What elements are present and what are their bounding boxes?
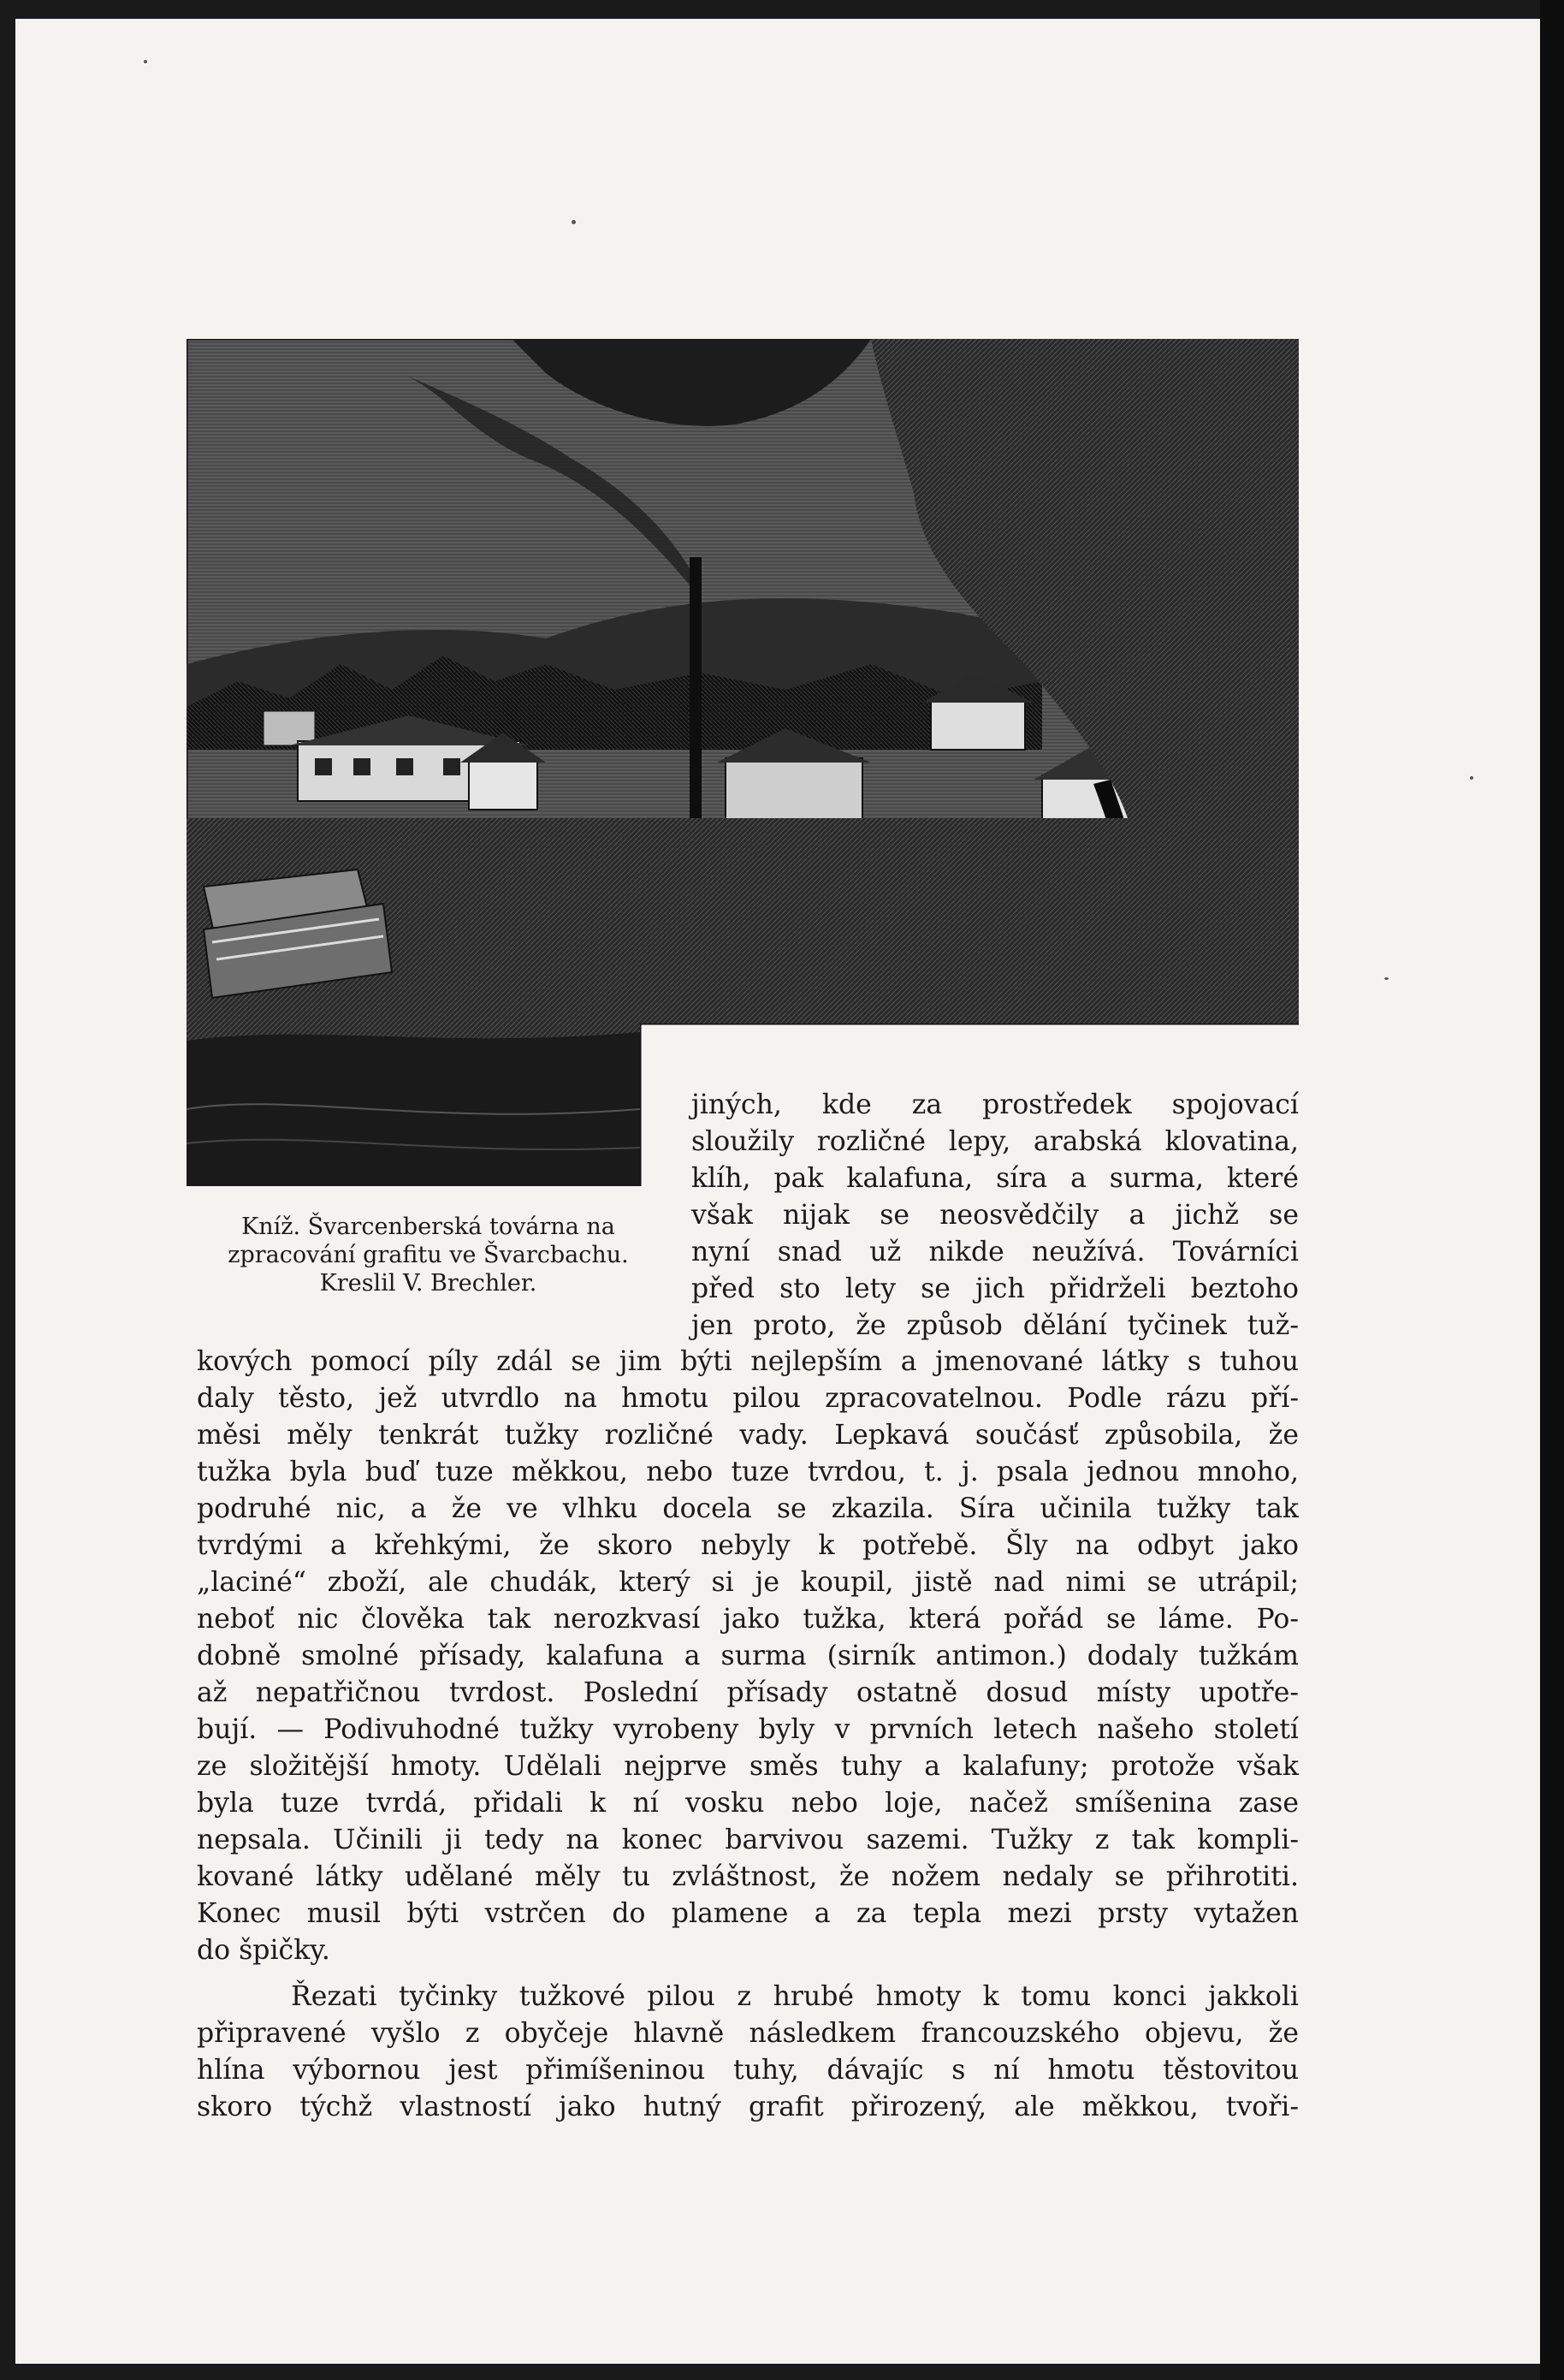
text-line: hlína výbornou jest přimíšeninou tuhy, dávajíc s ní hmotu těstovitou: [197, 2055, 1299, 2086]
text-line: jen proto, že způsob dělání tyčinek tuž-: [691, 1310, 1299, 1341]
text-line: Konec musil býti vstrčen do plamene a za tepla mezi prsty vytažen: [197, 1898, 1299, 1929]
text-line: „laciné“ zboží, ale chudák, který si je koupil, jistě nad nimi se utrápil;: [197, 1567, 1299, 1598]
text-line: do špičky.: [197, 1935, 330, 1966]
text-line: tužka byla buď tuze měkkou, nebo tuze tvrdou, t. j. psala jednou mnoho,: [197, 1457, 1299, 1487]
text-line: nyní snad už nikde neužívá. Továrníci: [691, 1237, 1299, 1267]
text-line: nepsala. Učinili ji tedy na konec barvivou sazemi. Tužky z tak kompli-: [197, 1825, 1299, 1855]
text-line: kových pomocí píly zdál se jim býti nejlepším a jmenované látky s tuhou: [197, 1346, 1299, 1377]
text-line: před sto lety se jich přidrželi beztoho: [691, 1273, 1299, 1304]
book-page: [15, 19, 1552, 2364]
scan-edge: [1540, 0, 1564, 2380]
text-line: tvrdými a křehkými, že skoro nebyly k potřebě. Šly na odbyt jako: [197, 1530, 1299, 1561]
text-line: dobně smolné přísady, kalafuna a surma (sirník antimon.) dodaly tužkám: [197, 1641, 1299, 1671]
engraving-illustration: [187, 339, 1299, 1186]
factory-engraving: [187, 339, 1299, 1186]
scan-speck: [1470, 776, 1473, 780]
text-beside-figure: [691, 1087, 1299, 1344]
text-line: daly těsto, jež utvrdlo na hmotu pilou zpracovatelnou. Podle rázu pří-: [197, 1383, 1299, 1414]
text-line: ze složitější hmoty. Udělali nejprve směs tuhy a kalafuny; protože však: [197, 1751, 1299, 1782]
caption-line: zpracování grafitu ve Švarcbachu.: [228, 1242, 629, 1268]
scan-speck: [144, 60, 147, 63]
text-line: bují. — Podivuhodné tužky vyrobeny byly v prvních letech našeho století: [197, 1714, 1299, 1745]
text-line: sloužily rozličné lepy, arabská klovatina,: [691, 1126, 1299, 1157]
caption-line: Kníž. Švarcenberská továrna na: [241, 1214, 615, 1240]
paragraph-2: [197, 1979, 1299, 2126]
text-line: podruhé nic, a že ve vlhku docela se zkazila. Síra učinila tužky tak: [197, 1493, 1299, 1524]
text-line: Řezati tyčinky tužkové pilou z hrubé hmoty k tomu konci jakkoli: [291, 1981, 1299, 2012]
figure-caption: [191, 1213, 666, 1297]
text-line: připravené vyšlo z obyčeje hlavně následkem francouzského objevu, že: [197, 2018, 1299, 2049]
scan-speck: [1384, 977, 1389, 980]
text-line: jiných, kde za prostředek spojovací: [691, 1089, 1299, 1120]
text-line: kované látky udělané měly tu zvláštnost, že nožem nedaly se přihrotiti.: [197, 1861, 1299, 1892]
caption-line: Kreslil V. Brechler.: [319, 1270, 537, 1297]
scan-speck: [572, 220, 576, 224]
text-line: až nepatřičnou tvrdost. Poslední přísady ostatně dosud místy upotře-: [197, 1677, 1299, 1708]
paragraph-1: [197, 1344, 1299, 1969]
text-line: skoro týchž vlastností jako hutný grafit přirozený, ale měkkou, tvoři-: [197, 2092, 1299, 2122]
text-line: byla tuze tvrdá, přidali k ní vosku nebo loje, načež smíšenina zase: [197, 1788, 1299, 1819]
text-line: měsi měly tenkrát tužky rozličné vady. Lepkavá součásť způsobila, že: [197, 1420, 1299, 1451]
text-line: neboť nic člověka tak nerozkvasí jako tužka, která pořád se láme. Po-: [197, 1604, 1299, 1635]
text-line: však nijak se neosvědčily a jichž se: [691, 1200, 1299, 1231]
text-line: klíh, pak kalafuna, síra a surma, které: [691, 1163, 1299, 1194]
